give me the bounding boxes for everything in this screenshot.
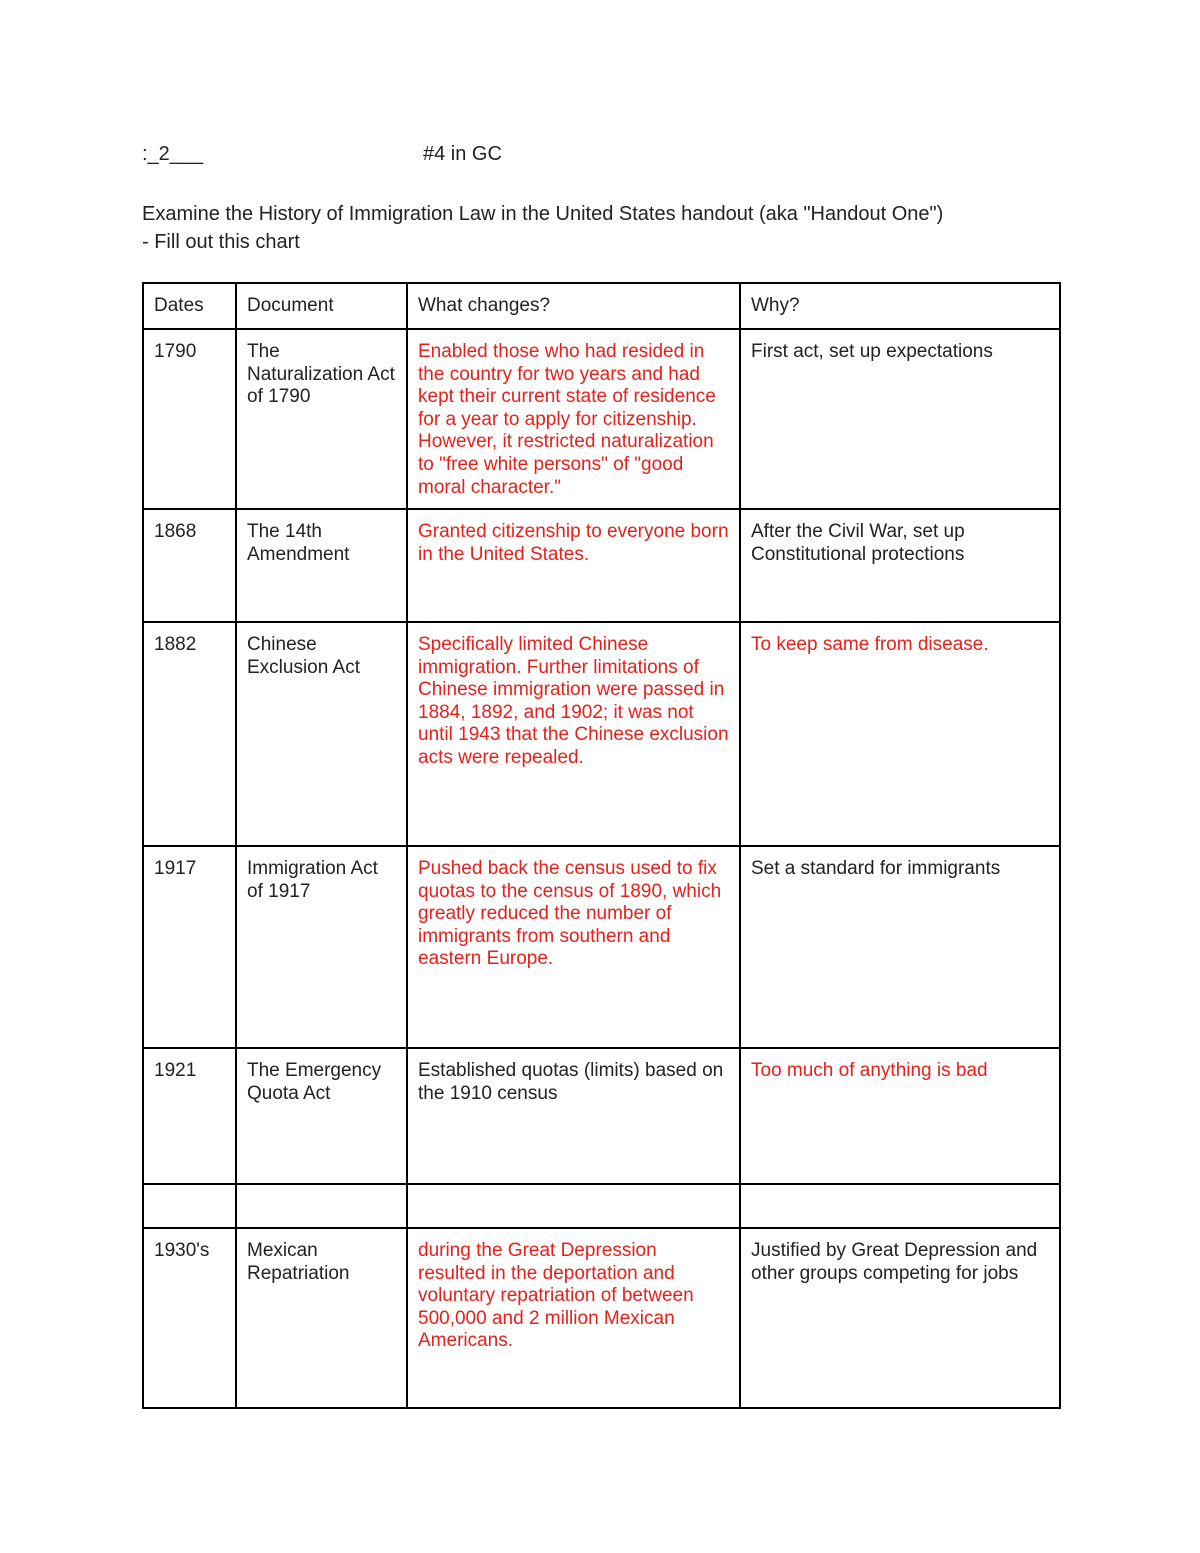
table-row-empty	[143, 1184, 1060, 1228]
cell-changes	[407, 1228, 740, 1408]
assignment-number: #4 in GC	[423, 143, 502, 165]
cell-changes	[407, 846, 740, 1048]
answer-text: Enabled those who had resided in the country for two years and had kept their current state of residence for a year to apply for citizenship. However, it restricted naturalization to "free white persons" of "good moral character."	[418, 341, 716, 498]
cell-changes	[407, 509, 740, 622]
cell-why	[740, 1184, 1060, 1228]
instructions-line-2: - Fill out this chart	[142, 231, 300, 253]
cell-why	[740, 1048, 1060, 1184]
cell-document: The 14th Amendment	[236, 509, 407, 622]
cell-document: Mexican Repatriation	[236, 1228, 407, 1408]
table-row	[143, 329, 1060, 509]
header-why: Why?	[740, 283, 1060, 329]
cell-date: 1930's	[143, 1228, 236, 1408]
header-dates: Dates	[143, 283, 236, 329]
cell-why: Justified by Great Depression and other groups competing for jobs	[740, 1228, 1060, 1408]
cell-date: 1917	[143, 846, 236, 1048]
cell-why	[740, 622, 1060, 846]
cell-date	[143, 1184, 236, 1228]
immigration-law-chart	[142, 282, 1061, 1409]
cell-changes	[407, 1184, 740, 1228]
cell-document	[236, 1184, 407, 1228]
answer-text: Too much of anything is bad	[751, 1060, 988, 1081]
answer-text: To keep same from disease.	[751, 634, 989, 655]
cell-date: 1882	[143, 622, 236, 846]
table-row	[143, 1228, 1060, 1408]
answer-text: Specifically limited Chinese immigration. Further limitations of Chinese immigration were passed in 1884, 1892, and 1902; it was not until 1943 that the Chinese exclusion acts were repealed.	[418, 634, 729, 768]
cell-document: Immigration Act of 1917	[236, 846, 407, 1048]
cell-date: 1868	[143, 509, 236, 622]
table-row	[143, 622, 1060, 846]
table-row	[143, 846, 1060, 1048]
cell-changes: Established quotas (limits) based on the 1910 census	[407, 1048, 740, 1184]
cell-date: 1790	[143, 329, 236, 509]
cell-why: Set a standard for immigrants	[740, 846, 1060, 1048]
answer-text: during the Great Depression resulted in the deportation and voluntary repatriation of between 500,000 and 2 million Mexican Americans.	[418, 1240, 694, 1352]
name-field-line: :_2___	[142, 143, 204, 165]
cell-changes	[407, 329, 740, 509]
answer-text: Pushed back the census used to fix quotas to the census of 1890, which greatly reduced the number of immigrants from southern and eastern Europe.	[418, 858, 722, 970]
cell-document: The Naturalization Act of 1790	[236, 329, 407, 509]
cell-why: After the Civil War, set up Constitutional protections	[740, 509, 1060, 622]
cell-date: 1921	[143, 1048, 236, 1184]
answer-text: Granted citizenship to everyone born in the United States.	[418, 521, 729, 565]
table-row	[143, 1048, 1060, 1184]
cell-changes	[407, 622, 740, 846]
cell-document: Chinese Exclusion Act	[236, 622, 407, 846]
table-row	[143, 509, 1060, 622]
instructions-line-1: Examine the History of Immigration Law in the United States handout (aka "Handout One")	[142, 203, 944, 225]
header-document: Document	[236, 283, 407, 329]
header-what-changes: What changes?	[407, 283, 740, 329]
table-header-row	[143, 283, 1060, 329]
instructions	[142, 200, 943, 256]
cell-document: The Emergency Quota Act	[236, 1048, 407, 1184]
cell-why: First act, set up expectations	[740, 329, 1060, 509]
